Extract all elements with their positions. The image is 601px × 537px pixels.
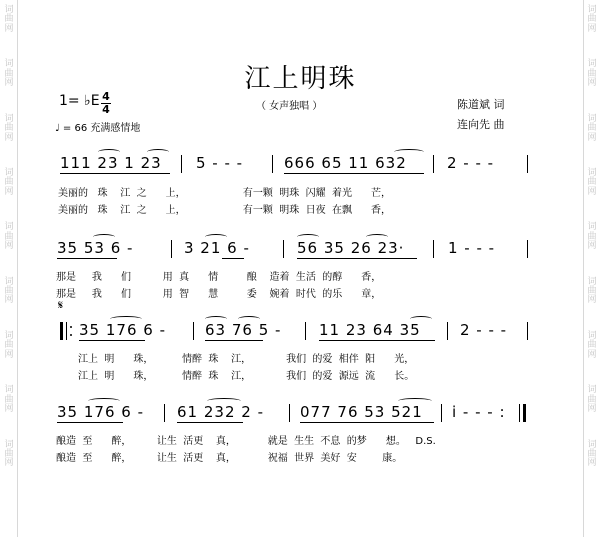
barline [433,240,434,258]
watermark-char: 网 [4,458,14,469]
beam [319,340,435,341]
watermark-char: 网 [587,349,597,360]
time-signature [101,92,111,115]
watermark-char: 词 [587,276,597,287]
watermark-char: 词 [4,167,14,178]
barline [441,404,442,422]
meter-top: 4 [102,90,110,103]
beam [177,422,243,423]
measure-3: 11 23 64 35 [319,321,421,339]
watermark-char: 曲 [4,340,14,351]
watermark-char: 曲 [4,448,14,459]
watermark-char: 词 [587,113,597,124]
watermark-char: 网 [587,132,597,143]
beam [297,258,417,259]
measure-3: 077 76 53 521 [300,403,423,421]
watermark-char: 网 [587,23,597,34]
watermark-char: 曲 [587,231,597,242]
repeat-dot [70,334,72,336]
measure-2: 3 21 6 - [184,239,250,257]
barline [181,155,182,173]
slur [410,316,432,322]
lyric-line-2: 酿造 至 醉， 让生 活更 真， 祝福 世界 美好 安 康。 [56,453,403,464]
watermark-char: 词 [4,59,14,70]
measure-1: 35 53 6 - [57,239,134,257]
beam [300,422,434,423]
watermark-char: 网 [4,186,14,197]
barline [527,240,528,258]
beam [57,422,123,423]
beam [60,173,170,174]
watermark-char: 词 [587,439,597,450]
watermark-char: 曲 [4,177,14,188]
measure-3: 666 65 11 632 [284,154,407,172]
beam [57,258,117,259]
watermark-char: 网 [587,186,597,197]
slur [366,234,388,240]
watermark-char: 网 [4,78,14,89]
beam [222,258,244,259]
lyric-line-2: 美丽的 珠 江 之 上， 有一颗 明珠 日夜 在飘 香， [58,205,392,216]
watermark-group [3,278,15,306]
watermark-group [586,332,598,360]
repeat-end-barline [523,404,526,422]
barline [305,322,306,340]
key-signature: 1= ♭E [59,93,100,109]
slur [238,316,260,322]
slur [88,398,120,404]
watermark-char: 网 [4,349,14,360]
lyric-line-1: 那是 我 们 用 真 情 酿 造着 生活 的醇 香， [56,272,382,283]
watermark-char: 词 [587,385,597,396]
segno-sign: 𝄋 [58,298,64,312]
watermark-char: 曲 [587,123,597,134]
beam [205,340,263,341]
slur [205,316,227,322]
barline [283,240,284,258]
watermark-char: 网 [4,241,14,252]
measure-2: 63 76 5 - [205,321,282,339]
watermark-group [3,441,15,469]
repeat-start-barline [60,322,63,340]
watermark-group [586,223,598,251]
measure-2: 61 232 2 - [177,403,264,421]
page-title: 江上明珠 [244,64,357,94]
subtitle: （ 女声独唱 ） [256,101,323,112]
barline [527,155,528,173]
watermark-group [3,332,15,360]
barline [171,240,172,258]
barline [164,404,165,422]
watermark-char: 曲 [587,14,597,25]
repeat-dot [70,326,72,328]
watermark-char: 网 [587,404,597,415]
watermark-char: 词 [4,276,14,287]
watermark-group [586,115,598,143]
measure-2: 5 - - - [196,154,244,172]
watermark-char: 曲 [4,14,14,25]
watermark-group [586,6,598,34]
lyric-line-1: 美丽的 珠 江 之 上， 有一颗 明珠 闪耀 着光 芒， [58,188,392,199]
slur [110,316,142,322]
measure-4: 2 - - - [460,321,508,339]
watermark-group [586,386,598,414]
tempo-marking: ♩ = 66 充满感情地 [55,123,141,134]
watermark-group [3,386,15,414]
repeat-start-thin-barline [66,322,67,340]
watermark-char: 曲 [4,123,14,134]
barline [433,155,434,173]
watermark-char: 曲 [587,394,597,405]
beam [79,340,145,341]
beam [284,173,424,174]
watermark-group [586,169,598,197]
lyric-line-1: 江上 明 珠， 情醉 珠 江， 我们 的爱 相伴 阳 光， [78,354,415,365]
measure-1: 35 176 6 - [57,403,144,421]
watermark-char: 词 [4,113,14,124]
watermark-group [3,223,15,251]
watermark-char: 词 [587,5,597,15]
watermark-char: 网 [4,132,14,143]
slur [207,398,241,404]
slur [297,234,319,240]
watermark-char: 曲 [4,286,14,296]
watermark-char: 曲 [4,231,14,242]
slur [398,398,432,404]
watermark-group [586,441,598,469]
watermark-char: 网 [4,23,14,34]
watermark-group [3,115,15,143]
watermark-char: 词 [4,330,14,341]
slur [205,234,227,240]
watermark-char: 网 [587,78,597,89]
watermark-char: 曲 [587,340,597,351]
measure-4: 1 - - - [448,239,496,257]
slur [98,149,120,155]
measure-1: 111 23 1 23 [60,154,162,172]
watermark-char: 词 [4,222,14,233]
watermark-char: 曲 [4,68,14,79]
watermark-char: 词 [587,330,597,341]
barline [447,322,448,340]
watermark-char: 词 [587,222,597,233]
slur [93,234,115,240]
watermark-char: 网 [587,295,597,306]
lyric-line-1: 酿造 至 醉， 让生 活更 真， 就是 生生 不息 的梦 想。 D.S. [56,436,436,447]
watermark-char: 网 [587,458,597,469]
watermark-group [3,169,15,197]
composer-credit: 连向先 曲 [457,118,505,131]
lyric-line-2: 江上 明 珠， 情醉 珠 江， 我们 的爱 源远 流 长。 [78,371,415,382]
measure-3: 56 35 26 23· [297,239,405,257]
barline [527,322,528,340]
watermark-char: 曲 [587,68,597,79]
watermark-char: 词 [4,439,14,450]
meter-bottom: 4 [102,103,110,116]
watermark-group [3,6,15,34]
barline [289,404,290,422]
watermark-char: 曲 [587,286,597,296]
watermark-char: 词 [587,167,597,178]
lyric-line-2: 那是 我 们 用 智 慧 委 婉着 时代 的乐 章， [56,289,382,300]
watermark-char: 曲 [587,448,597,459]
watermark-char: 词 [4,385,14,396]
slur [147,149,169,155]
lyricist-credit: 陈道斌 词 [457,98,505,111]
watermark-char: 词 [4,5,14,15]
repeat-end-thin-barline [519,404,520,422]
watermark-char: 曲 [4,394,14,405]
watermark-char: 词 [587,59,597,70]
measure-4: i - - - : [452,403,506,421]
watermark-char: 网 [587,241,597,252]
watermark-char: 曲 [587,177,597,188]
slur [394,149,424,155]
watermark-group [586,278,598,306]
barline [193,322,194,340]
barline [272,155,273,173]
measure-4: 2 - - - [447,154,495,172]
watermark-char: 网 [4,404,14,415]
measure-1: 35 176 6 - [79,321,166,339]
watermark-char: 网 [4,295,14,306]
